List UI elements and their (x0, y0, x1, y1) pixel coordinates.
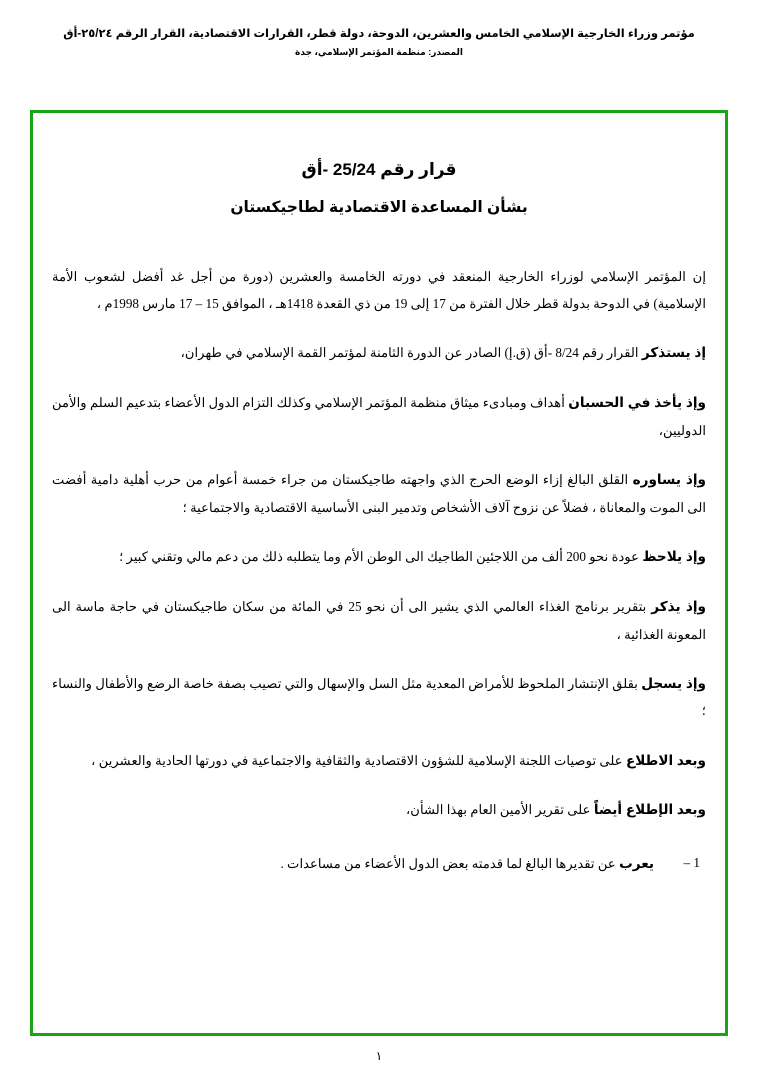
item-text: عن تقديرها البالغ لما قدمته بعض الدول الأعضاء من مساعدات . (280, 856, 616, 872)
item-number: 1 – (683, 855, 700, 871)
paragraph-preamble (52, 263, 706, 317)
paragraph-lead: وإذ يساوره (632, 471, 706, 487)
page-number: ١ (375, 1049, 383, 1063)
paragraph-text: بقلق الإنتشار الملحوظ للأمراض المعدية مثل السل والإسهال والتي تصيب بصفة خاصة الرضع والأطفال والنساء ؛ (52, 675, 706, 719)
header-source-line: المصدر: منظمة المؤتمر الإسلامي، جدة (295, 47, 463, 57)
paragraph-taking-into-account (52, 389, 706, 444)
paragraph-lead: وإذ يسجل (641, 675, 706, 691)
resolution-subtitle: بشأن المساعدة الاقتصادية لطاجيكستان (230, 199, 528, 216)
paragraph-lead: إذ يستذكر (641, 345, 706, 361)
resolution-title: قرار رقم 25/24 -أق (301, 160, 457, 179)
paragraph-recalling-wfp (52, 593, 706, 648)
paragraph-lead: وإذ يلاحظ (642, 548, 706, 564)
paragraph-text: عودة نحو 200 ألف من اللاجئين الطاجيك الى الوطن الأم وما يتطلبه ذلك من دعم مالي وتقني كبير ؛ (119, 548, 640, 564)
paragraph-recalling (52, 339, 706, 367)
paragraph-text: بتقرير برنامج الغذاء العالمي الذي يشير الى أن نحو 25 في المائة من سكان طاجيكستان في حاجة ماسة الى المعونة الغذائية ، (52, 598, 706, 642)
paragraph-text: القرار رقم 8/24 -أق (ق.إ) الصادر عن الدورة الثامنة لمؤتمر القمة الإسلامي في طهران، (180, 345, 639, 361)
paragraph-lead: وإذ يأخذ في الحسبان (568, 394, 706, 410)
paragraph-registering (52, 670, 706, 725)
paragraph-lead: وبعد الاطلاع (625, 752, 706, 768)
item-lead: يعرب (619, 856, 654, 872)
page-header (0, 0, 758, 58)
paragraph-having-considered-also (52, 796, 706, 824)
paragraph-noting (52, 543, 706, 571)
document-body (52, 128, 706, 1018)
operative-item-1 (52, 850, 706, 877)
paragraph-lead: وبعد الإطلاع أيضاً (593, 802, 706, 818)
paragraph-text: على تقرير الأمين العام بهذا الشأن، (406, 802, 591, 818)
paragraph-concerned (52, 466, 706, 521)
paragraph-lead: وإذ يذكر (651, 598, 707, 614)
paragraph-text: القلق البالغ إزاء الوضع الحرج الذي واجهته طاجيكستان من جراء خمسة أعوام من حرب أهلية دامية أفضت الى الموت والمعاناة ، فضلاً عن نزوح آلاف الأشخاص وتدمير البنى الأساسية الاقتصادية والاجتماعية ؛ (52, 471, 706, 515)
paragraph-text: إن المؤتمر الإسلامي لوزراء الخارجية المنعقد في دورته الخامسة والعشرين (دورة من أجل غد أفضل لشعوب الأمة الإسلامية) في الدوحة بدولة قطر خلال الفترة من 17 إلى 19 من ذي القعدة 1418هـ ، الموافق 15 – 17 مارس 1998م ، (52, 269, 706, 312)
paragraph-text: على توصيات اللجنة الإسلامية للشؤون الاقتصادية والثقافية والاجتماعية في دورتها الحادية والعشرين ، (91, 752, 623, 768)
paragraph-text: أهداف ومبادىء ميثاق منظمة المؤتمر الإسلامي وكذلك التزام الدول الأعضاء بتدعيم السلم والأمن الدوليين، (52, 394, 706, 438)
header-conference-line: مؤتمر وزراء الخارجية الإسلامي الخامس والعشرين، الدوحة، دولة قطر، القرارات الاقتصادية، القرار الرقم ٢٥/٢٤-أق (63, 28, 695, 40)
item-text-wrapper (52, 850, 654, 877)
paragraph-having-considered (52, 747, 706, 775)
